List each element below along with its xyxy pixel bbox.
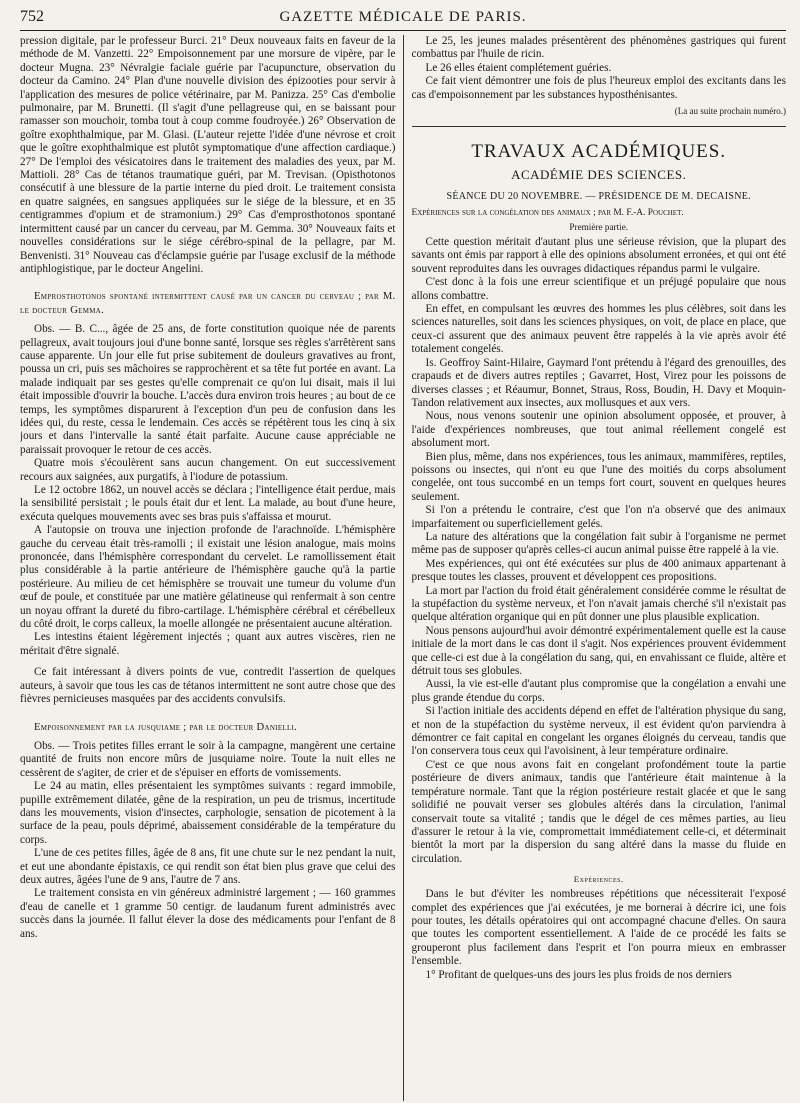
left-column bbox=[20, 35, 403, 1101]
part-label: Première partie. bbox=[569, 222, 629, 233]
intro-paragraph: pression digitale, par le professeur Burci. 21° Deux nouveaux faits en faveur de la méthode de M. Vanzetti. 22° Empoisonnement par une morsure de vipère, par le docteur Mugna. 23° Névralgie faciale guérie par l'acupuncture, observation du docteur da Camino. 24° Plan d'une nouvelle division des épizooties pour servir à l'application des mesures de police vétérinaire, par M. Panizza. 25° Cas d'embolie pulmonaire, par M. Brunetti. (Il s'agit d'une pellagreuse qui, en se baissant pour ramasser son mouchoir, tomba tout à coup comme foudroyée.) 26° Observation de goître exophthalmique, par M. Glasi. (L'auteur rejette l'idée d'une névrose et croit que le goître exophthalmique est plutôt symptomatique d'une affection cardiaque.) 27° De l'emploi des vésicatoires dans le traitement des maladies des yeux, par M. Mattioli. 28° Cas de tétanos traumatique guéri, par M. Trevisan. (Opisthotonos consécutif à une blessure de la partie interne du pied droit. Le traitement consista en quatre saignées, en sangsues appliquées sur le siége de la blessure, et en 35 centigrammes d'opium et de stramonium.) 29° Cas d'emprosthotonos spontané intermittent causé par un cancer du cerveau, par M. Gemma. 30° Nouveaux faits et nouvelles considérations sur le siége cérébro-spinal de la pellagre, par M. Benvenisti. 31° Nouveau cas d'éclampsie guérie par l'usage exclusif de la méthode antiphlogistique, par le docteur Angelini. bbox=[20, 35, 396, 275]
paragraph: Le traitement consista en vin généreux administré largement ; — 160 grammes d'eau de canelle et 1 gramme 50 centigr. de laudanum furent administrés avec succès dans la journée. Il fallut élever la dose des médicaments pour l'enfant de 8 ans. bbox=[20, 887, 396, 940]
paragraph: Bien plus, même, dans nos expériences, tous les animaux, mammifères, reptiles, poissons ou insectes, qui n'ont eu que l'une des moitiés du corps absolument congelée, ont tous succombé en un temps fort court, souvent en quelques heures seulement. bbox=[411, 450, 786, 503]
two-column-body bbox=[20, 35, 786, 1101]
paragraph: Nous pensons aujourd'hui avoir démontré expérimentalement quelle est la cause initiale de la mort dans le cas dont il s'agit. Nos expériences prouvent évidemment que celle-ci est due à la congélation du sang, qui, en envahissant ce fluide, altère et détruit tous ses globules. bbox=[411, 624, 786, 678]
paragraph: Ce fait vient démontrer une fois de plus l'heureux emploi des excitants dans les cas d'empoisonnement par les substances hyposthénisantes. bbox=[411, 75, 786, 101]
right-column bbox=[404, 35, 787, 1101]
paragraph: Mes expériences, qui ont été exécutées sur plus de 400 animaux appartenant à presque toutes les classes, prouvent et développent ces propositions. bbox=[411, 557, 786, 584]
paragraph: Ce fait intéressant à divers points de vue, contredit l'assertion de quelques auteurs, à savoir que tous les cas de tétanos intermittent ne sont autre chose que des fièvres pernicieuses masquées par des accidents convulsifs. bbox=[20, 666, 396, 706]
paragraph: Dans le but d'éviter les nombreuses répétitions que nécessiterait l'exposé complet des expériences que j'ai exécutées, je me bornerai à décrire ici, une fois pour toutes, les détails opératoires qui ont accompagné chacune d'elles. On saura que toutes les comportent essentiellement. A l'aide de ce procédé les faits se grouperont plus facilement dans l'esprit et l'on pourra mieux en embrasser l'ensemble. bbox=[411, 888, 786, 968]
paragraph: Is. Geoffroy Saint-Hilaire, Gaymard l'ont prétendu à l'égard des grenouilles, des crapauds et de divers autres reptiles ; Gavarret, Host, Virez pour les poissons de diverses classes ; et Réaumur, Bonnet, Straus, Ross, Boudin, H. Davy et Moquin-Tandon relativement aux insectes, aux mollusques et aux vers. bbox=[411, 356, 786, 409]
paragraph: Aussi, la vie est-elle d'autant plus compromise que la congélation a envahi une plus grande étendue du corps. bbox=[411, 678, 786, 704]
paragraph: L'une de ces petites filles, âgée de 8 ans, fit une chute sur le nez pendant la nuit, et eut une abondante épistaxis, ce qui rendit son état bien plus grave que celui des deux autres, âgées l'une de 9 ans, l'autre de 7 ans. bbox=[20, 847, 396, 886]
paragraph: La mort par l'action du froid était généralement considérée comme le résultat de la stupéfaction du système nerveux, et l'on n'avait jamais cherché s'il n'existait pas quelque altération organique qui en pût donner une plus plausible explication. bbox=[411, 584, 786, 624]
running-header bbox=[20, 8, 786, 31]
academy-title: ACADÉMIE DES SCIENCES. bbox=[511, 167, 687, 183]
section-divider bbox=[412, 126, 787, 127]
experiences-subheading: Expériences. bbox=[573, 874, 624, 885]
paragraph: Nous, nous venons soutenir une opinion absolument opposée, et prouver, à l'aide d'expériences nombreuses, que tout animal réellement congelé est absolument mort. bbox=[411, 410, 786, 450]
section-title-jusquiame: Empoisonnement par la jusquiame ; par le docteur Danielli. bbox=[34, 721, 298, 733]
paragraph: C'est ce que nous avons fait en congelant profondément toute la partie postérieure de divers animaux, tandis que l'antérieure était maintenue à la température normale. Tant que la région postérieure restait glacée et que le sang solidifié ne pouvait verser ses globules altérés dans la circulation, l'animal conservait toute sa vitalité ; tandis que le dégel de ces mêmes parties, au lieu d'assurer le retour à la vie, compromettait immédiatement celle-ci, et déterminait bientôt la mort par la dispersion du sang altéré dans la masse du fluide en circulation. bbox=[411, 758, 786, 865]
section-title-emprosthotonos: Emprosthotonos spontané intermittent causé par un cancer du cerveau ; par M. le docteur Gemma. bbox=[20, 291, 396, 316]
paragraph: Les intestins étaient légèrement injectés ; quant aux autres viscères, rien ne méritait d'être signalé. bbox=[20, 631, 396, 657]
spacer bbox=[20, 658, 396, 666]
page-number: 752 bbox=[20, 8, 44, 25]
paragraph: Le 26 elles étaient complétement guéries. bbox=[425, 61, 612, 74]
paragraph: Obs. — B. C..., âgée de 25 ans, de forte constitution quoique née de parents pellagreux, avait toujours joui d'une bonne santé, lorsque ses règles s'arrêtèrent sans cause apparente. Un jour elle fut prise subitement de douleurs gravatives au front, poussa un cri, puis ses mâchoires se rapprochèrent et sa tête fut portée en avant. La malade indiquait par ses gestes qu'elle comprenait ce qu'on lui disait, mais il lui était impossible d'ouvrir la bouche. L'accès dura environ trois heures ; au bout de ce temps, les symptômes disparurent à l'exception d'un peu de confusion dans les idées qui, du reste, cessa le lendemain. Ces accès se répétèrent tous les cinq à six jours et dans l'intervalle la santé était parfaite. Aucune cause appréciable ne paraissait provoquer le retour de ces accès. bbox=[20, 323, 396, 456]
continuation-note: (La au suite prochain numéro.) bbox=[674, 106, 786, 117]
paragraph: La nature des altérations que la congélation fait subir à l'organisme ne permet même pas de supposer qu'après celles-ci aucun animal puisse être rappelé à la vie. bbox=[411, 530, 786, 557]
paragraph: C'est donc à la fois une erreur scientifique et un préjugé populaire que nous allons combattre. bbox=[411, 276, 786, 302]
paragraph: 1° Profitant de quelques-uns des jours les plus froids de nos derniers bbox=[425, 968, 732, 981]
paragraph: Si l'action initiale des accidents dépend en effet de l'altération physique du sang, et non de la stupéfaction du système nerveux, il est évident qu'on parviendra à démontrer ce fait capital en congelant les organes éloignés du cerveau, tandis que l'on conservera tous ceux qui l'avoisinent, à leur température ordinaire. bbox=[411, 705, 786, 758]
article-title: Expériences sur la congélation des animaux ; par M. F.-A. Pouchet. bbox=[411, 208, 684, 219]
paragraph: Le 12 octobre 1862, un nouvel accès se déclara ; l'intelligence était perdue, mais la sensibilité persistait ; le pouls était dur et lent. La malade, au bout d'une heure, exécuta quelques mouvements avec ses bras puis s'affaissa et mourut. bbox=[20, 484, 396, 523]
paragraph: Le 25, les jeunes malades présentèrent des phénomènes gastriques qui furent combattus par l'huile de ricin. bbox=[411, 35, 786, 61]
section-main-title: TRAVAUX ACADÉMIQUES. bbox=[471, 141, 727, 163]
paragraph: Quatre mois s'écoulèrent sans aucun changement. On eut successivement recours aux saignées, aux purgatifs, à l'iodure de potassium. bbox=[20, 457, 396, 483]
paragraph: Si l'on a prétendu le contraire, c'est que l'on n'a observé que des animaux imparfaitement ou superficiellement gelés. bbox=[411, 504, 786, 530]
paragraph: En effet, en compulsant les œuvres des hommes les plus célèbres, soit dans les sciences naturelles, soit dans les sciences physiques, on voit, de place en place, que ceux-ci assurent que des animaux peuvent être rappelés à la vie après avoir été totalement congelés. bbox=[411, 303, 786, 356]
paragraph: A l'autopsie on trouva une injection profonde de l'arachnoïde. L'hémisphère gauche du cerveau était très-ramolli ; il existait une lésion analogue, mais moins prononcée, dans l'hémisphère correspondant du cervelet. Le ramollissement était plus considérable à la partie antérieure de l'hémisphère gauche qu'à la partie postérieure. Au milieu de cet hémisphère se trouvait une tumeur du volume d'un œuf de poule, et constituée par une matière gélatineuse qui renfermait à son centre un noyau offrant la dureté du fibro-cartilage. L'hémisphère cérébral et cérébelleux du côté droit, le corps calleux, la moelle allongée ne présentaient aucune altération. bbox=[20, 524, 396, 631]
paragraph: Obs. — Trois petites filles errant le soir à la campagne, mangèrent une certaine quantité de fruits non encore mûrs de jusquiame noire. Toute la nuit elles ne cessèrent de s'agiter, de crier et de s'épuiser en efforts de vomissements. bbox=[20, 739, 396, 779]
journal-title: GAZETTE MÉDICALE DE PARIS. bbox=[279, 9, 527, 25]
paragraph: Le 24 au matin, elles présentaient les symptômes suivants : regard immobile, pupille extrêmement dilatée, gêne de la respiration, un peu de trismus, incertitude dans les mouvements, vision d'insectes, carphologie, sensation de picotement à la surface de la peau, pouls déprimé, abaissement considérable de la température du corps. bbox=[20, 780, 396, 846]
seance-line: SÉANCE DU 20 NOVEMBRE. — PRÉSIDENCE DE M. DECAISNE. bbox=[446, 191, 751, 203]
paragraph: Cette question méritait d'autant plus une sérieuse révision, que la plupart des savants ont émis par rapport à elle des opinions absolument erronées, et qui ont été souvent reproduites dans les ouvrages didactiques répandus parmi le vulgaire. bbox=[411, 236, 786, 275]
